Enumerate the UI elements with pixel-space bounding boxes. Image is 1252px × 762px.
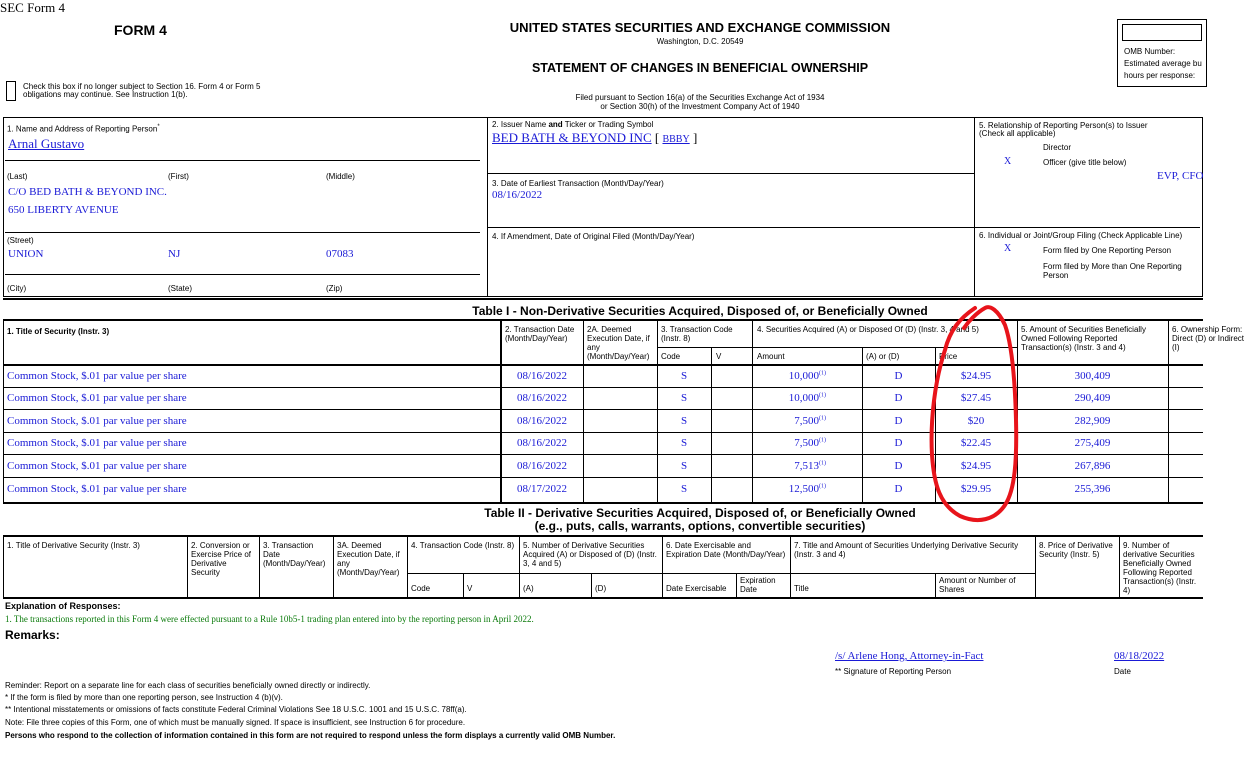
t1-col3-header: 3. Transaction Code (Instr. 8) (661, 325, 733, 343)
last-label: (Last) (7, 172, 28, 181)
instruction-3: Note: File three copies of this Form, one of which must be manually signed. If space is insufficient, see Instruction 6 for procedure. (5, 718, 466, 727)
filed-pursuant-line1: Filed pursuant to Section 16(a) of the Securities Exchange Act of 1934 (575, 93, 825, 102)
middle-label: (Middle) (326, 172, 355, 181)
signature-date: 08/18/2022 (1114, 650, 1165, 662)
row-owned: 267,896 (1074, 460, 1111, 472)
instruction-1: * If the form is filed by more than one reporting person, see Instruction 4 (b)(v). (5, 693, 283, 702)
row-code: S (680, 415, 688, 427)
address-line2: 650 LIBERTY AVENUE (8, 204, 119, 216)
director-label: Director (1043, 143, 1072, 152)
row-ad: D (894, 483, 903, 495)
row-amount: 7,513$^{(1)}$ (794, 460, 826, 472)
t2-amount-header: Amount or Number of Shares (939, 576, 1016, 594)
row-date: 08/16/2022 (516, 392, 568, 404)
issuer-name: BED BATH & BEYOND INC [ BBBY ] (492, 130, 698, 145)
row-date: 08/16/2022 (516, 370, 568, 382)
box4-label: 4. If Amendment, Date of Original Filed (Month/Day/Year) (492, 232, 695, 241)
issuer-link[interactable]: BED BATH & BEYOND INC (492, 130, 652, 145)
row-price: $20 (967, 415, 985, 427)
t2-col3-header: 3. Transaction Date (Month/Day/Year) (263, 541, 326, 568)
t2-v-header: V (467, 584, 473, 593)
omb-hours-label: hours per response: (1124, 71, 1196, 80)
price-circle-annotation (932, 307, 1017, 520)
row-owned: 255,396 (1074, 483, 1111, 495)
explanation-heading: Explanation of Responses: (5, 601, 121, 611)
date-label: Date (1114, 667, 1131, 676)
t1-price-header: Price (939, 352, 958, 361)
row-price: $24.95 (960, 460, 992, 472)
state-label: (State) (168, 284, 193, 293)
row-security: Common Stock, $.01 par value per share (7, 392, 187, 404)
footnote-1: 1. The transactions reported in this Form 4 were effected pursuant to a Rule 10b5-1 trading plan entered into by the reporting person in April 2022. (5, 614, 534, 624)
row-owned: 300,409 (1074, 370, 1111, 382)
row-security: Common Stock, $.01 par value per share (7, 415, 187, 427)
row-amount: 12,500$^{(1)}$ (788, 483, 826, 495)
agency-location: Washington, D.C. 20549 (656, 37, 744, 46)
row-security: Common Stock, $.01 par value per share (7, 437, 187, 449)
row-ad: D (894, 392, 903, 404)
address-line1: C/O BED BATH & BEYOND INC. (8, 186, 167, 198)
row-ad: D (894, 437, 903, 449)
row-code: S (680, 460, 688, 472)
statement-title: STATEMENT OF CHANGES IN BENEFICIAL OWNERSHIP (531, 61, 869, 75)
t2-col2-header: 2. Conversion or Exercise Price of Derivative Security (191, 541, 252, 577)
city-value: UNION (8, 248, 44, 260)
row-date: 08/16/2022 (516, 460, 568, 472)
t1-code-header: Code (661, 352, 681, 361)
signature-link[interactable]: /s/ Arlene Hong, Attorney-in-Fact (835, 650, 984, 662)
row-amount: 7,500$^{(1)}$ (794, 437, 826, 449)
t2-title-header: Title (794, 584, 809, 593)
table2-title: Table II - Derivative Securities Acquired, Disposed of, or Beneficially Owned (484, 506, 916, 520)
row-ad: D (894, 460, 903, 472)
t1-col6-header: 6. Ownership Form: Direct (D) or Indirect (I) (1172, 325, 1245, 352)
box6-label: 6. Individual or Joint/Group Filing (Check Applicable Line) (979, 231, 1183, 240)
row-code: S (680, 370, 688, 382)
t1-amount-header: Amount (757, 352, 785, 361)
row-amount: 10,000$^{(1)}$ (788, 370, 826, 382)
box2-label: 2. Issuer Name and Ticker or Trading Symbol (492, 120, 654, 129)
checkbox-text-line2: obligations may continue. See Instruction 1(b). (23, 90, 188, 99)
earliest-transaction-date: 08/16/2022 (492, 189, 543, 201)
row-price: $22.45 (960, 437, 992, 449)
signature-label: ** Signature of Reporting Person (835, 667, 952, 676)
omb-notice: Persons who respond to the collection of information contained in this form are not required to respond unless the form displays a currently valid OMB Number. (5, 731, 616, 740)
row-code: S (680, 437, 688, 449)
t2-expiration-header: Expiration Date (740, 576, 776, 594)
row-date: 08/16/2022 (516, 437, 568, 449)
t1-col5-header: 5. Amount of Securities Beneficially Owned Following Reported Transaction(s) (Instr. 3 and 4) (1021, 325, 1146, 352)
row-code: S (680, 392, 688, 404)
agency-title: UNITED STATES SECURITIES AND EXCHANGE COMMISSION (509, 20, 891, 35)
row-price: $27.45 (960, 392, 992, 404)
reporting-person-name[interactable]: Arnal Gustavo (8, 136, 85, 151)
t2-col4-header: 4. Transaction Code (Instr. 8) (411, 541, 515, 550)
city-label: (City) (7, 284, 27, 293)
one-person-label: Form filed by One Reporting Person (1043, 246, 1172, 255)
row-ad: D (894, 370, 903, 382)
box3-label: 3. Date of Earliest Transaction (Month/Day/Year) (492, 179, 664, 188)
row-owned: 275,409 (1074, 437, 1111, 449)
t2-col5-header: 5. Number of Derivative Securities Acquired (A) or Disposed of (D) (Instr. 3, 4 and 5) (523, 541, 657, 568)
box5-sublabel: (Check all applicable) (979, 129, 1056, 138)
t2-col7-header: 7. Title and Amount of Securities Underlying Derivative Security (Instr. 3 and 4) (794, 541, 1019, 559)
sec-form-label: SEC Form 4 (0, 0, 66, 15)
t1-col4-header: 4. Securities Acquired (A) or Disposed Of (D) (Instr. 3, 4 and 5) (757, 325, 979, 334)
one-person-checkmark[interactable]: X (1004, 243, 1012, 254)
t1-col2a-header: 2A. Deemed Execution Date, if any (Month/Day/Year) (587, 325, 650, 361)
row-price: $24.95 (960, 370, 992, 382)
row-ad: D (894, 415, 903, 427)
row-security: Common Stock, $.01 par value per share (7, 460, 187, 472)
t2-col6-header: 6. Date Exercisable and Expiration Date (Month/Day/Year) (666, 541, 786, 559)
row-date: 08/16/2022 (516, 415, 568, 427)
more-persons-label: Form filed by More than One Reporting Person (1043, 262, 1182, 280)
row-security: Common Stock, $.01 par value per share (7, 370, 187, 382)
omb-number-label: OMB Number: (1124, 47, 1176, 56)
state-value: NJ (168, 248, 181, 260)
officer-title: EVP, CFO (1157, 170, 1204, 182)
row-amount: 10,000$^{(1)}$ (788, 392, 826, 404)
table1-title: Table I - Non-Derivative Securities Acquired, Disposed of, or Beneficially Owned (472, 304, 928, 318)
remarks-heading: Remarks: (5, 628, 60, 642)
box5-label: 5. Relationship of Reporting Person(s) to Issuer (979, 121, 1148, 130)
instruction-2: ** Intentional misstatements or omissions of facts constitute Federal Criminal Violations See 18 U.S.C. 1001 and 15 U.S.C. 78ff(a). (5, 705, 467, 714)
officer-checkmark[interactable]: X (1004, 156, 1012, 167)
t2-code-header: Code (411, 584, 431, 593)
filed-pursuant-line2: or Section 30(h) of the Investment Company Act of 1940 (600, 102, 800, 111)
box1-label: 1. Name and Address of Reporting Person* (7, 124, 160, 134)
reminder-text: Reminder: Report on a separate line for each class of securities beneficially owned directly or indirectly. (5, 681, 371, 690)
omb-burden-label: Estimated average bu (1124, 59, 1202, 68)
t2-col9-header: 9. Number of derivative Securities Beneficially Owned Following Reported Transaction(s) (Instr. 4) (1123, 541, 1197, 595)
row-code: S (680, 483, 688, 495)
t1-col2-header: 2. Transaction Date (Month/Day/Year) (505, 325, 575, 343)
t2-col1-header: 1. Title of Derivative Security (Instr. 3) (7, 541, 140, 550)
first-label: (First) (168, 172, 189, 181)
table2-subtitle: (e.g., puts, calls, warrants, options, convertible securities) (534, 519, 866, 533)
row-owned: 290,409 (1074, 392, 1111, 404)
ticker-link[interactable]: BBBY (662, 134, 690, 145)
t2-col8-header: 8. Price of Derivative Security (Instr. 5) (1039, 541, 1113, 559)
zip-label: (Zip) (326, 284, 343, 293)
t2-a-header: (A) (523, 584, 534, 593)
row-security: Common Stock, $.01 par value per share (7, 483, 187, 495)
t2-exercisable-header: Date Exercisable (666, 584, 727, 593)
row-owned: 282,909 (1074, 415, 1111, 427)
form-title: FORM 4 (114, 22, 167, 38)
t1-ad-header: (A) or (D) (866, 352, 900, 361)
zip-value: 07083 (326, 248, 354, 260)
row-price: $29.95 (960, 483, 992, 495)
t1-col1-header: 1. Title of Security (Instr. 3) (7, 327, 110, 336)
officer-label: Officer (give title below) (1043, 158, 1127, 167)
t2-col3a-header: 3A. Deemed Execution Date, if any (Month/Day/Year) (337, 541, 400, 577)
checkbox-text-line1: Check this box if no longer subject to Section 16. Form 4 or Form 5 (23, 82, 261, 91)
row-date: 08/17/2022 (516, 483, 568, 495)
t2-d-header: (D) (595, 584, 607, 593)
t1-v-header: V (716, 352, 722, 361)
row-amount: 7,500$^{(1)}$ (794, 415, 826, 427)
street-label: (Street) (7, 236, 34, 245)
